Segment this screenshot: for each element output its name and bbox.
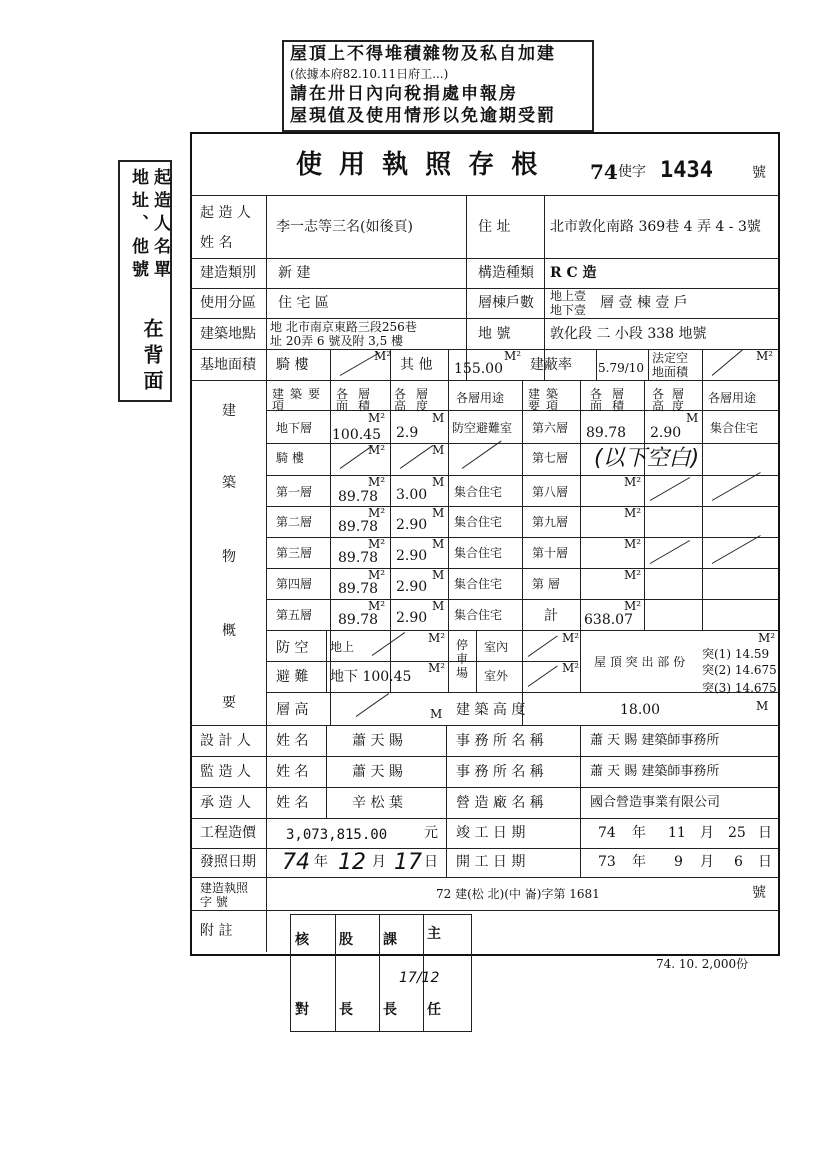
unit-mark: M²	[428, 661, 446, 675]
unit-mark: M²	[624, 599, 642, 613]
coverage-value: 5.79/10	[598, 361, 645, 375]
stamp-division-b: 長	[383, 1002, 397, 1018]
area-header-right: 各層面積	[590, 387, 635, 413]
permit-ref-value: 72 建(松 北)(中 崙)字第 1681	[436, 887, 600, 901]
person-name: 辛 松 葉	[352, 795, 403, 811]
start-label: 開 工 日 期	[456, 854, 526, 870]
unit-mark: M	[686, 411, 699, 425]
section-label-3: 物	[222, 549, 236, 565]
lot-label: 地 號	[478, 326, 511, 342]
floor-name: 第五層	[276, 608, 313, 622]
shelter-label-b: 避 難	[276, 669, 309, 685]
stamp-signature-date: 17/12	[399, 970, 440, 986]
permit-prefix: 使字	[618, 164, 646, 180]
stamp-check-a: 核	[295, 932, 309, 948]
floor-name-right-9: 第九層	[532, 515, 569, 529]
unit-mark: M²	[624, 506, 642, 520]
print-note: 74. 10. 2,000份	[656, 957, 749, 971]
builder-name: 李一志等三名(如後頁)	[276, 219, 413, 235]
floor-use: 集合住宅	[454, 485, 503, 499]
floor-height: 2.90	[396, 579, 428, 595]
site-label: 建築地點	[200, 326, 256, 342]
start-month: 9	[674, 854, 683, 870]
roof-protrusion-1: 突(1) 14.59	[702, 647, 770, 661]
finish-day-unit: 日	[758, 825, 772, 841]
floor-area: 89.78	[338, 519, 379, 535]
floor-name: 第二層	[276, 515, 313, 529]
area-header-left: 各層面積	[336, 387, 381, 413]
structure-value: R C 造	[550, 265, 597, 281]
approval-stamp-block	[290, 914, 472, 1032]
address-label: 住 址	[478, 219, 511, 235]
name-label: 姓 名	[276, 764, 309, 780]
office-name: 國合營造事業有限公司	[590, 795, 721, 810]
floor-total-area: 638.07	[584, 612, 633, 628]
office-label: 事 務 所 名 稱	[456, 764, 544, 780]
unit-mark: M²	[368, 506, 386, 520]
blank-note: (以下空白)	[594, 446, 700, 471]
floor-area: 89.78	[338, 581, 379, 597]
floor-height: 2.90	[650, 425, 682, 441]
shelter-label-a: 防 空	[276, 640, 309, 656]
permit-ref-label-b: 字 號	[200, 895, 228, 909]
remarks-label: 附 註	[200, 923, 233, 939]
issue-month: 12	[338, 850, 366, 875]
start-year-unit: 年	[632, 854, 646, 870]
stamp-director-a: 主	[427, 926, 441, 942]
permit-year: 74	[590, 160, 618, 184]
side-note-col3: 在背面	[140, 318, 164, 396]
roof-protrusion-3: 突(3) 14.675	[702, 681, 777, 695]
role-label: 設 計 人	[200, 733, 251, 749]
floor-height: 2.90	[396, 610, 428, 626]
top-notice-stamp	[282, 40, 594, 132]
build-type-label: 建造類別	[200, 265, 256, 281]
floor-total-label: 計	[544, 608, 558, 624]
unit-mark: M²	[368, 475, 386, 489]
unit-mark: M²	[562, 631, 580, 645]
parking-outdoor: 室外	[484, 669, 509, 683]
floor-height: 3.00	[396, 487, 428, 503]
floor-use: 集合住宅	[454, 608, 503, 622]
floors-above: 地上壹	[550, 289, 587, 303]
finish-month-unit: 月	[700, 825, 714, 841]
height-header-right: 各層高度	[652, 387, 693, 413]
floor-name: 第四層	[276, 577, 313, 591]
floor-name: 第一層	[276, 485, 313, 499]
section-label-5: 要	[222, 695, 236, 711]
other-unit: M²	[504, 349, 522, 363]
floor-name: 地下層	[276, 421, 313, 435]
address-value: 北市敦化南路 369巷 4 弄 4 - 3號	[550, 219, 761, 235]
start-year: 73	[598, 854, 616, 870]
cost-label: 工程造價	[200, 825, 256, 841]
person-name: 蕭 天 賜	[352, 733, 403, 749]
finish-label: 竣 工 日 期	[456, 825, 526, 841]
unit-mark: M	[432, 537, 445, 551]
office-name: 蕭 天 賜 建築師事務所	[590, 733, 720, 748]
build-type-value: 新 建	[278, 265, 311, 281]
floors-count-label: 層棟戶數	[478, 295, 534, 311]
finish-month: 11	[668, 825, 686, 841]
item-header-left: 建築要項	[272, 387, 327, 413]
issue-month-unit: 月	[372, 854, 386, 870]
unit-mark: M²	[624, 537, 642, 551]
floor-use: 集合住宅	[454, 515, 503, 529]
unit-mark: M²	[368, 443, 386, 457]
building-height-value: 18.00	[620, 702, 661, 718]
floor-height-label: 層 高	[276, 702, 309, 718]
shelter-below: 地下 100.45	[330, 669, 412, 685]
unit-mark: M	[432, 475, 445, 489]
top-notice-line1: 屋頂上不得堆積雜物及私自加建	[290, 44, 556, 64]
stamp-check-b: 對	[295, 1002, 309, 1018]
site-area-label: 基地面積	[200, 357, 256, 373]
floor-height: 2.9	[396, 425, 419, 441]
floor-name: 第六層	[532, 421, 569, 435]
finish-year: 74	[598, 825, 616, 841]
roof-protrusion-label: 屋 頂 突 出 部 份	[594, 655, 686, 669]
shelter-above: 地上	[330, 640, 355, 654]
unit-mark: M²	[368, 537, 386, 551]
floor-area: 100.45	[332, 427, 381, 443]
unit-mark: M²	[368, 411, 386, 425]
stamp-section-b: 長	[339, 1002, 353, 1018]
cost-unit: 元	[424, 825, 438, 841]
issue-day-unit: 日	[424, 854, 438, 870]
builder-label-a: 起 造 人	[200, 205, 251, 221]
structure-label: 構造種類	[478, 265, 534, 281]
form-title: 使 用 執 照 存 根	[296, 150, 542, 180]
issue-year-unit: 年	[314, 854, 328, 870]
top-notice-line2: (依據本府82.10.11日府工...)	[290, 67, 449, 81]
arcade-label: 騎 樓	[276, 357, 309, 373]
unit-mark: M²	[368, 568, 386, 582]
section-label-1: 建	[222, 403, 236, 419]
builder-label-b: 姓 名	[200, 235, 233, 251]
side-note-col1: 起造人名單	[150, 168, 170, 283]
name-label: 姓 名	[276, 733, 309, 749]
stamp-director-b: 任	[427, 1002, 441, 1018]
floor-area: 89.78	[338, 550, 379, 566]
stamp-division-a: 課	[383, 932, 397, 948]
permit-suffix: 號	[752, 165, 766, 181]
side-note-col2: 地址、他號	[128, 168, 148, 283]
unit-mark: M	[432, 411, 445, 425]
permit-ref-suffix: 號	[752, 885, 766, 901]
floor-use: 防空避難室	[452, 421, 513, 435]
parking-indoor: 室內	[484, 640, 509, 654]
floor-area: 89.78	[338, 489, 379, 505]
floor-area: 89.78	[338, 612, 379, 628]
permit-ref-label-a: 建造執照	[200, 881, 249, 895]
start-month-unit: 月	[700, 854, 714, 870]
roof-protrusion-2: 突(2) 14.675	[702, 663, 777, 677]
floor-use: 集合住宅	[710, 421, 759, 435]
office-label: 營 造 廠 名 稱	[456, 795, 544, 811]
issue-year: 74	[282, 850, 310, 875]
finish-year-unit: 年	[632, 825, 646, 841]
floor-area: 89.78	[586, 425, 627, 441]
finish-day: 25	[728, 825, 746, 841]
issue-day: 17	[394, 850, 422, 875]
floor-name: 第三層	[276, 546, 313, 560]
office-name: 蕭 天 賜 建築師事務所	[590, 764, 720, 779]
legal-open-label-a: 法定空	[652, 351, 689, 365]
legal-open-label-b: 地面積	[652, 365, 689, 379]
role-label: 承 造 人	[200, 795, 251, 811]
role-label: 監 造 人	[200, 764, 251, 780]
floor-name-right-10: 第十層	[532, 546, 569, 560]
unit-mark: M	[432, 443, 445, 457]
parking-label: 停車場	[456, 638, 469, 680]
floors-count-value: 層 壹 棟 壹 戶	[600, 295, 688, 311]
use-zone-value: 住 宅 區	[278, 295, 329, 311]
permit-number: 1434	[660, 158, 713, 183]
floor-use: 集合住宅	[454, 546, 503, 560]
unit-mark: M²	[624, 475, 642, 489]
site-address-b: 址 20弄 6 號及附 3,5 樓	[270, 334, 404, 348]
office-label: 事 務 所 名 稱	[456, 733, 544, 749]
item-header-right: 建築要項	[528, 387, 565, 413]
lot-value: 敦化段 二 小段 338 地號	[550, 326, 707, 342]
unit-mark: M	[756, 699, 769, 713]
floor-height: 2.90	[396, 517, 428, 533]
unit-mark: M	[432, 568, 445, 582]
unit-mark: M²	[368, 599, 386, 613]
other-area: 155.00	[454, 361, 503, 377]
unit-mark: M²	[758, 631, 776, 645]
arcade-unit: M²	[374, 349, 392, 363]
site-address-a: 地 北市南京東路三段256巷	[270, 320, 417, 334]
use-header-right: 各層用途	[708, 391, 757, 405]
floor-use: 集合住宅	[454, 577, 503, 591]
unit-mark: M	[430, 707, 443, 721]
height-header-left: 各層高度	[394, 387, 439, 413]
top-notice-line3: 請在卅日內向稅捐處申報房	[290, 84, 518, 104]
floor-name: 騎 樓	[276, 451, 304, 465]
start-day: 6	[734, 854, 743, 870]
floor-name-right-7: 第七層	[532, 451, 569, 465]
issue-label: 發照日期	[200, 854, 256, 870]
person-name: 蕭 天 賜	[352, 764, 403, 780]
legal-open-unit: M²	[756, 349, 774, 363]
floors-below: 地下壹	[550, 303, 587, 317]
floor-name-right-8: 第八層	[532, 485, 569, 499]
unit-mark: M²	[428, 631, 446, 645]
floor-name-right-x: 第 層	[532, 577, 560, 591]
use-header-left: 各層用途	[456, 391, 505, 405]
side-note-stamp	[118, 160, 172, 402]
unit-mark: M²	[624, 568, 642, 582]
section-label-2: 築	[222, 475, 236, 491]
other-label: 其 他	[400, 357, 433, 373]
use-zone-label: 使用分區	[200, 295, 256, 311]
start-day-unit: 日	[758, 854, 772, 870]
name-label: 姓 名	[276, 795, 309, 811]
stamp-section-a: 股	[339, 932, 353, 948]
coverage-label: 建蔽率	[530, 357, 572, 373]
building-height-label: 建 築 高 度	[456, 702, 526, 718]
unit-mark: M	[432, 506, 445, 520]
cost-value: 3,073,815.00	[286, 827, 388, 843]
floor-height: 2.90	[396, 548, 428, 564]
unit-mark: M²	[562, 661, 580, 675]
section-label-4: 概	[222, 623, 236, 639]
unit-mark: M	[432, 599, 445, 613]
top-notice-line4: 屋現值及使用情形以免逾期受罰	[290, 106, 556, 126]
